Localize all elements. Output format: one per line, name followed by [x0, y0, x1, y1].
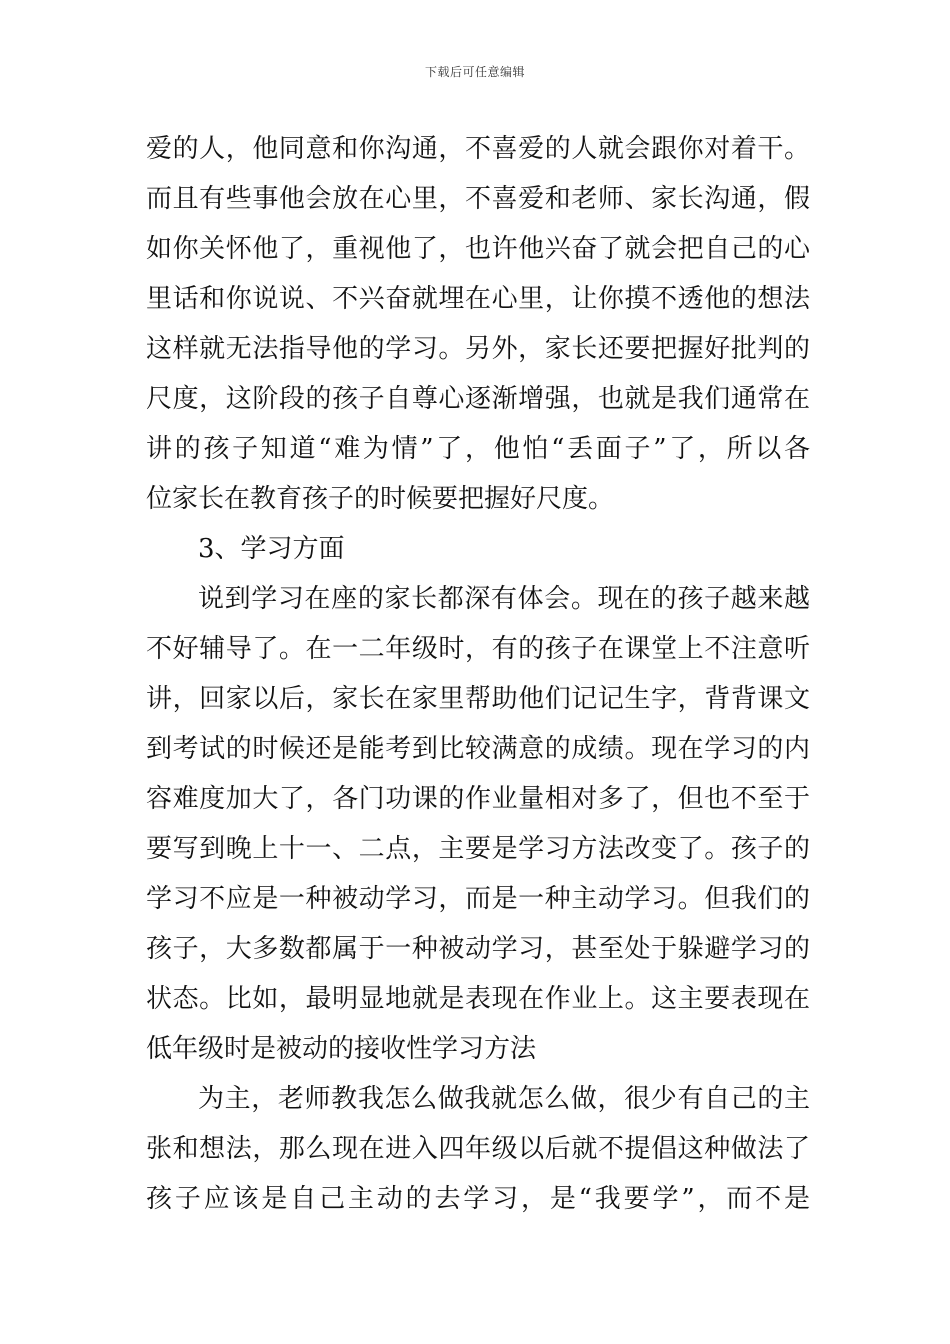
section-heading: 3、学习方面	[198, 534, 345, 564]
text-line: 张和想法，那么现在进入四年级以后就不提倡这种做法了	[146, 1134, 810, 1164]
text-line: 里话和你说说、不兴奋就埋在心里，让你摸不透他的想法	[146, 284, 810, 314]
text-line: 位家长在教育孩子的时候要把握好尺度。	[146, 484, 615, 514]
text-line: 讲的孩子知道“难为情”了，他怕“丢面子”了，所以各	[146, 434, 810, 464]
text-line: 为主，老师教我怎么做我就怎么做，很少有自己的主	[198, 1084, 810, 1114]
text-line: 状态。比如，最明显地就是表现在作业上。这主要表现在	[146, 984, 810, 1014]
text-line: 这样就无法指导他的学习。另外，家长还要把握好批判的	[146, 334, 810, 364]
text-line: 尺度，这阶段的孩子自尊心逐渐增强，也就是我们通常在	[146, 384, 810, 414]
text-line: 说到学习在座的家长都深有体会。现在的孩子越来越	[198, 584, 810, 614]
text-line: 不好辅导了。在一二年级时，有的孩子在课堂上不注意听	[146, 634, 810, 664]
text-line: 孩子，大多数都属于一种被动学习，甚至处于躲避学习的	[146, 934, 810, 964]
text-line: 孩子应该是自己主动的去学习，是“我要学”，而不是	[146, 1184, 810, 1214]
text-line: 到考试的时候还是能考到比较满意的成绩。现在学习的内	[146, 734, 810, 764]
page-header: 下载后可任意编辑	[424, 65, 525, 79]
text-line: 爱的人，他同意和你沟通，不喜爱的人就会跟你对着干。	[146, 134, 810, 164]
text-line: 而且有些事他会放在心里，不喜爱和老师、家长沟通，假	[146, 184, 810, 214]
text-line: 要写到晚上十一、二点，主要是学习方法改变了。孩子的	[146, 834, 810, 864]
text-line: 学习不应是一种被动学习，而是一种主动学习。但我们的	[146, 884, 810, 914]
text-line: 讲，回家以后，家长在家里帮助他们记记生字，背背课文	[146, 684, 810, 714]
document-body	[146, 124, 810, 1224]
text-line: 低年级时是被动的接收性学习方法	[146, 1034, 537, 1064]
text-line: 容难度加大了，各门功课的作业量相对多了，但也不至于	[146, 784, 810, 814]
text-line: 如你关怀他了，重视他了，也许他兴奋了就会把自己的心	[146, 234, 810, 264]
